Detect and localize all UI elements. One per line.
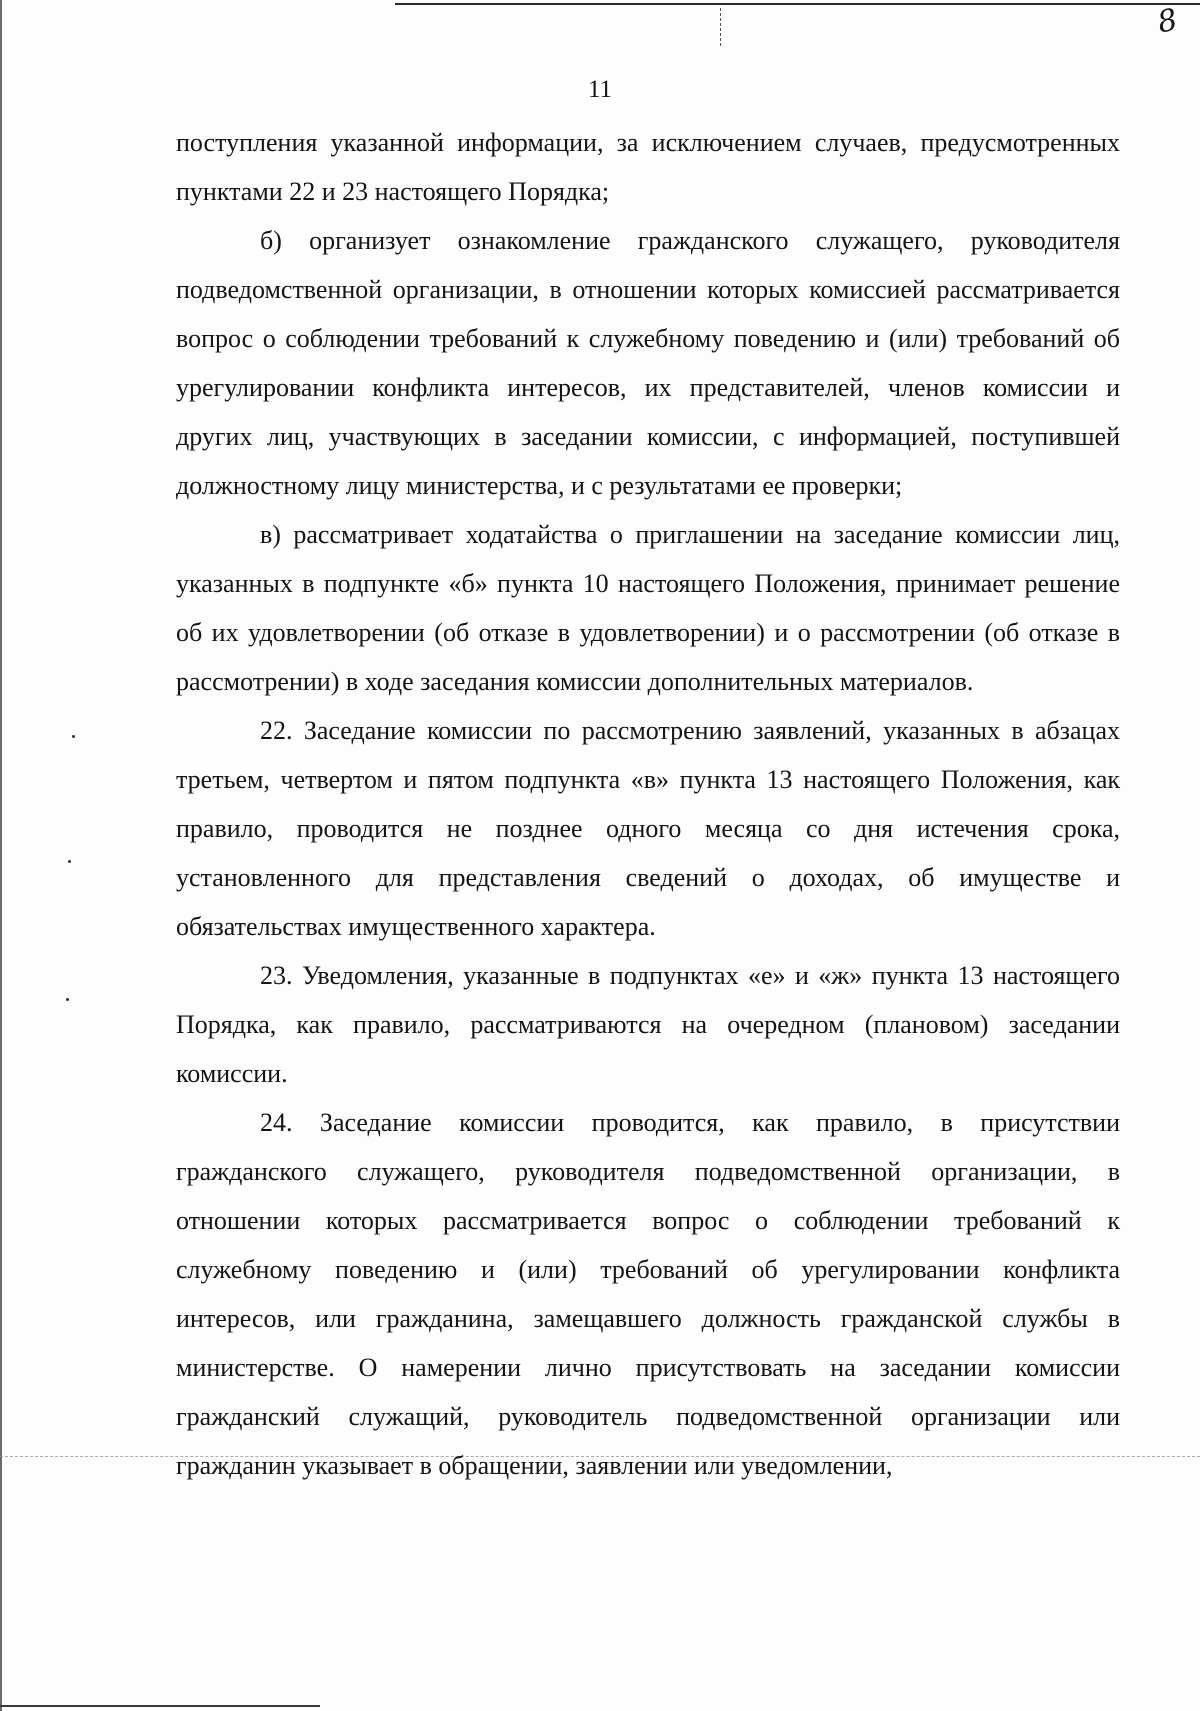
paragraph-item-v: в) рассматривает ходатайства о приглашении на заседание комиссии лиц, указанных в подпункте «б» пункта 10 настоящего Положения, принимает решение об их удовлетворении (об отказе в удовлетворении) и о рассмотрении (об отказе в рассмотрении) в ходе заседания комиссии дополнительных материалов. xyxy=(176,520,1120,696)
scan-edge-top xyxy=(395,3,1200,5)
paragraph-item-b: б) организует ознакомление гражданского служащего, руководителя подведомственной организации, в отношении которых комиссией рассматривается вопрос о соблюдении требований к служебному поведению и (или) требований об урегулировании конфликта интересов, их представителей, членов комиссии и других лиц, участвующих в заседании комиссии, с информацией, поступившей должностному лицу министерства, и с результатами ее проверки; xyxy=(176,226,1120,500)
scan-speck xyxy=(72,735,75,738)
scan-speck xyxy=(66,998,69,1001)
paragraph-clause-22: 22. Заседание комиссии по рассмотрению заявлений, указанных в абзацах третьем, четвертом и пятом подпункта «в» пункта 13 настоящего Положения, как правило, проводится не позднее одного месяца со дня истечения срока, установленного для представления сведений о доходах, об имуществе и обязательствах имущественного характера. xyxy=(176,716,1120,941)
document-body xyxy=(176,118,1120,1490)
paragraph-clause-24: 24. Заседание комиссии проводится, как правило, в присутствии гражданского служащего, руководителя подведомственной организации, в отношении которых рассматривается вопрос о соблюдении требований к служебному поведению и (или) требований об урегулировании конфликта интересов, или гражданина, замещавшего должность гражданской службы в министерстве. О намерении лично присутствовать на заседании комиссии гражданский служащий, руководитель подведомственной организации или гражданин указывает в обращении, заявлении или уведомлении, xyxy=(176,1108,1120,1480)
page-number: 11 xyxy=(587,76,613,103)
handwritten-sheet-number: 8 xyxy=(1154,2,1181,41)
fold-mark xyxy=(720,8,722,46)
paragraph-continuation: поступления указанной информации, за исключением случаев, предусмотренных пунктами 22 и 23 настоящего Порядка; xyxy=(176,128,1120,206)
scan-speck xyxy=(68,860,71,863)
scan-edge-bottom xyxy=(0,1705,320,1707)
scan-edge-left xyxy=(0,0,2,1711)
paragraph-clause-23: 23. Уведомления, указанные в подпунктах «е» и «ж» пункта 13 настоящего Порядка, как правило, рассматриваются на очередном (плановом) заседании комиссии. xyxy=(176,961,1120,1088)
